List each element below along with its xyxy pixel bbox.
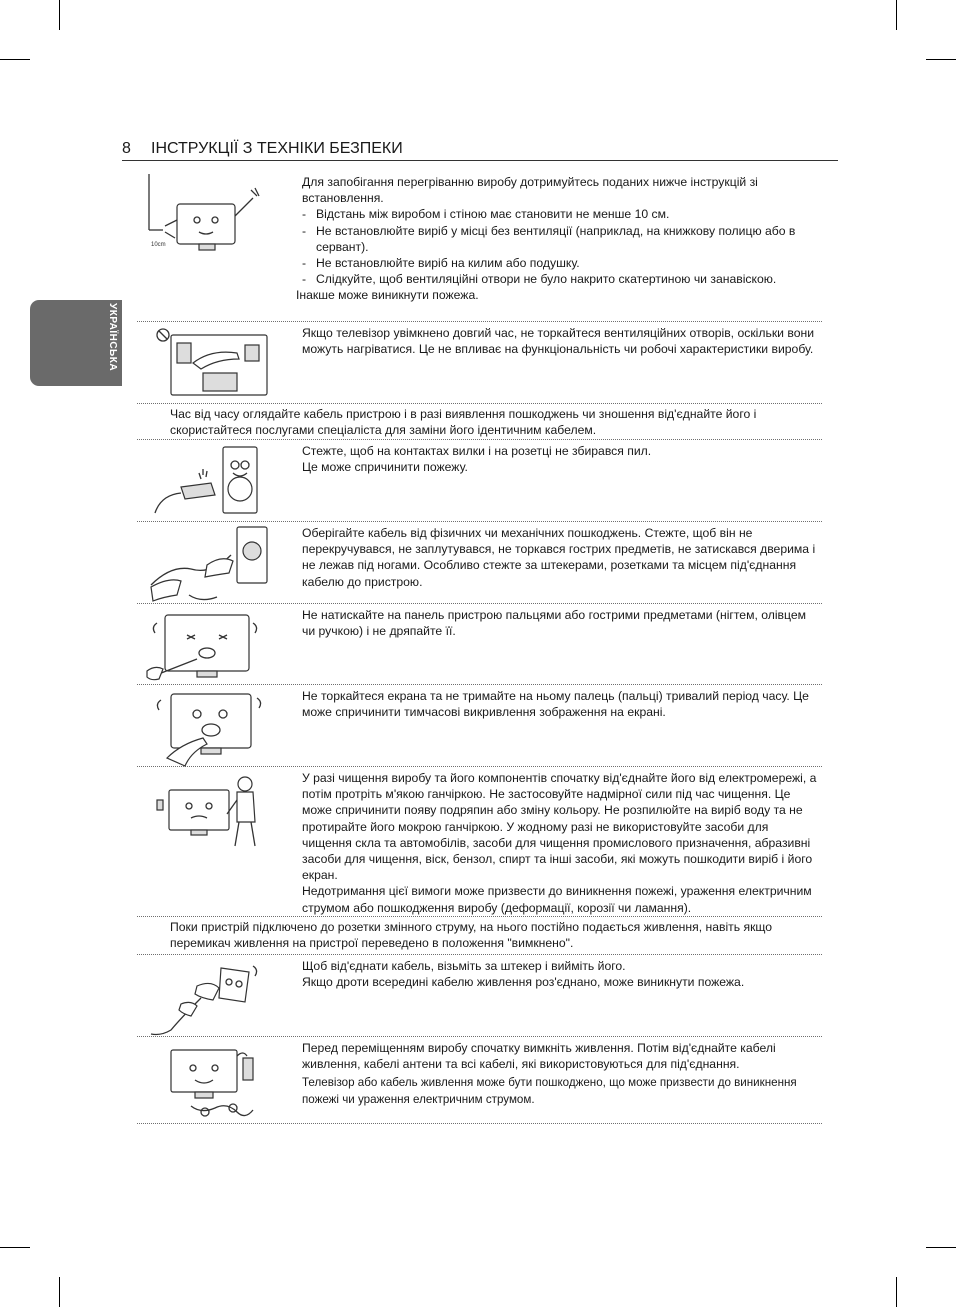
- tv-wall-distance-illustration: [141, 174, 273, 258]
- crop-mark-tl-h: [0, 59, 30, 60]
- moving-line1: Перед переміщенням виробу спочатку вимкніть живлення. Потім від'єднайте кабелі живлення, кабелі антени та всі кабелі, які використовуються для під'єднання.: [302, 1041, 776, 1072]
- page-number: 8: [122, 140, 131, 157]
- section-hot-vents: [137, 321, 822, 404]
- crop-mark-tr-v: [896, 0, 897, 30]
- screen-touch-text: Не торкайтеся екрана та не тримайте на ньому палець (пальці) тривалий період часу. Це може спричинити тимчасові викривлення зображення на екрані.: [302, 689, 809, 720]
- section-unplug: [137, 954, 822, 1037]
- crop-mark-tr-h: [926, 59, 956, 60]
- moving-line2: Телевізор або кабель живлення може бути пошкоджено, що може призвести до виникнення пожежі чи ураження електричним струмом.: [302, 1076, 797, 1106]
- ventilation-text: [296, 174, 817, 304]
- cleaning-illustration: [141, 770, 273, 854]
- crop-mark-br-v: [896, 1277, 897, 1307]
- ventilation-bullet: - Відстань між виробом і стіною має становити не менше 10 см.: [302, 206, 817, 222]
- cleaning-text: [302, 770, 817, 916]
- ventilation-bullet: - Слідкуйте, щоб вентиляційні отвори не було накрито скатертиною чи занавіскою.: [302, 271, 817, 287]
- unplug-line2: Якщо дроти всередині кабелю живлення роз'єднано, може виникнути пожежа.: [302, 975, 745, 990]
- section-cable-check: [137, 403, 822, 440]
- crop-mark-bl-h: [0, 1247, 30, 1248]
- screen-touch-illustration: [141, 688, 273, 772]
- power-on-text: Поки пристрій підключено до розетки змінного струму, на нього постійно подається живлення, навіть якщо перемикач живлення на пристрої переведено в положення "вимкнено".: [170, 920, 773, 951]
- ventilation-bullets: [302, 206, 817, 287]
- dust-line2: Це може спричинити пожежу.: [302, 460, 468, 475]
- unplug-text: [302, 958, 817, 990]
- cleaning-instructions: У разі чищення виробу та його компонентів спочатку від'єднайте його від електромережі, а потім протріть м'якою ганчіркою. Не застосовуйте надмірної сили під час чищення. Це може спричинити появу подряпин або зміну кольору. Не розпилюйте на виріб воду та не протирайте його мокрою ганчіркою. У жодному разі не використовуйте засоби для чищення скла та автомобілів, засоби для чищення промислового призначення, абразивні засоби для чищення, віск, бензол, спирт та інші засоби, які можуть пошкодити виріб і його екран.: [302, 771, 817, 883]
- section-ventilation: [137, 170, 822, 322]
- page-title: ІНСТРУКЦІЇ З ТЕХНІКИ БЕЗПЕКИ: [151, 140, 403, 157]
- language-tab: [30, 300, 122, 386]
- cable-protect-text: Оберігайте кабель від фізичних чи механічних пошкоджень. Стежте, щоб він не перекручувався, не заплутувався, не торкався гострих предметів, не затискався дверима і не лежав під ногами. Особливо стежте за штекерами, розетками та місцем під'єднання кабелю до пристрою.: [302, 526, 816, 589]
- crop-mark-tl-v: [59, 0, 60, 30]
- hot-vents-text: Якщо телевізор увімкнено довгий час, не торкайтеся вентиляційних отворів, оскільки вони можуть нагріватися. Це не впливає на функціональність чи робочі характеристики виробу.: [302, 326, 815, 357]
- section-moving: [137, 1036, 822, 1124]
- section-panel-press: [137, 603, 822, 685]
- unplug-illustration: [141, 958, 273, 1042]
- ventilation-intro: Для запобігання перегріванню виробу дотримуйтесь поданих нижче інструкцій зі встановлення.: [302, 175, 758, 206]
- section-cleaning: [137, 766, 822, 917]
- dust-text: [302, 443, 817, 475]
- section-screen-touch: [137, 684, 822, 767]
- panel-press-text: Не натискайте на панель пристрою пальцями або гострими предметами (нігтем, олівцем чи ручкою) і не дряпайте її.: [302, 608, 807, 639]
- hot-vents-illustration: [141, 325, 273, 409]
- dusty-plug-illustration: [141, 443, 273, 527]
- cable-check-text: Час від часу оглядайте кабель пристрою і в разі виявлення пошкоджень чи зношення від'єднайте його і скористайтеся послугами спеціаліста для заміни його ідентичним кабелем.: [170, 407, 757, 438]
- section-power-on: [137, 916, 822, 955]
- ventilation-warning: Інакше може виникнути пожежа.: [296, 288, 479, 303]
- crop-mark-br-h: [926, 1247, 956, 1248]
- unplug-line1: Щоб від'єднати кабель, візьміть за штекер і вийміть його.: [302, 959, 626, 973]
- distance-label: 10cm: [151, 242, 166, 248]
- panel-press-illustration: [141, 607, 273, 691]
- language-tab-label: УКРАЇНСЬКА: [107, 303, 118, 372]
- cleaning-warning: Недотримання цієї вимоги може призвести до виникнення пожежі, ураження електричним струмом або пошкодження виробу (деформації, корозії чи ламання).: [302, 884, 812, 915]
- moving-text: [302, 1040, 817, 1108]
- ventilation-bullet: - Не встановлюйте виріб на килим або подушку.: [302, 255, 817, 271]
- moving-tv-illustration: [141, 1040, 273, 1124]
- page-header: [122, 140, 838, 161]
- ventilation-bullet: - Не встановлюйте виріб у місці без вентиляції (наприклад, на книжкову полицю або в сервант).: [302, 223, 817, 255]
- dust-line1: Стежте, щоб на контактах вилки і на розетці не збирався пил.: [302, 444, 652, 458]
- cable-damage-illustration: [141, 525, 273, 609]
- section-dust: [137, 439, 822, 522]
- crop-mark-bl-v: [59, 1277, 60, 1307]
- section-cable-protect: [137, 521, 822, 604]
